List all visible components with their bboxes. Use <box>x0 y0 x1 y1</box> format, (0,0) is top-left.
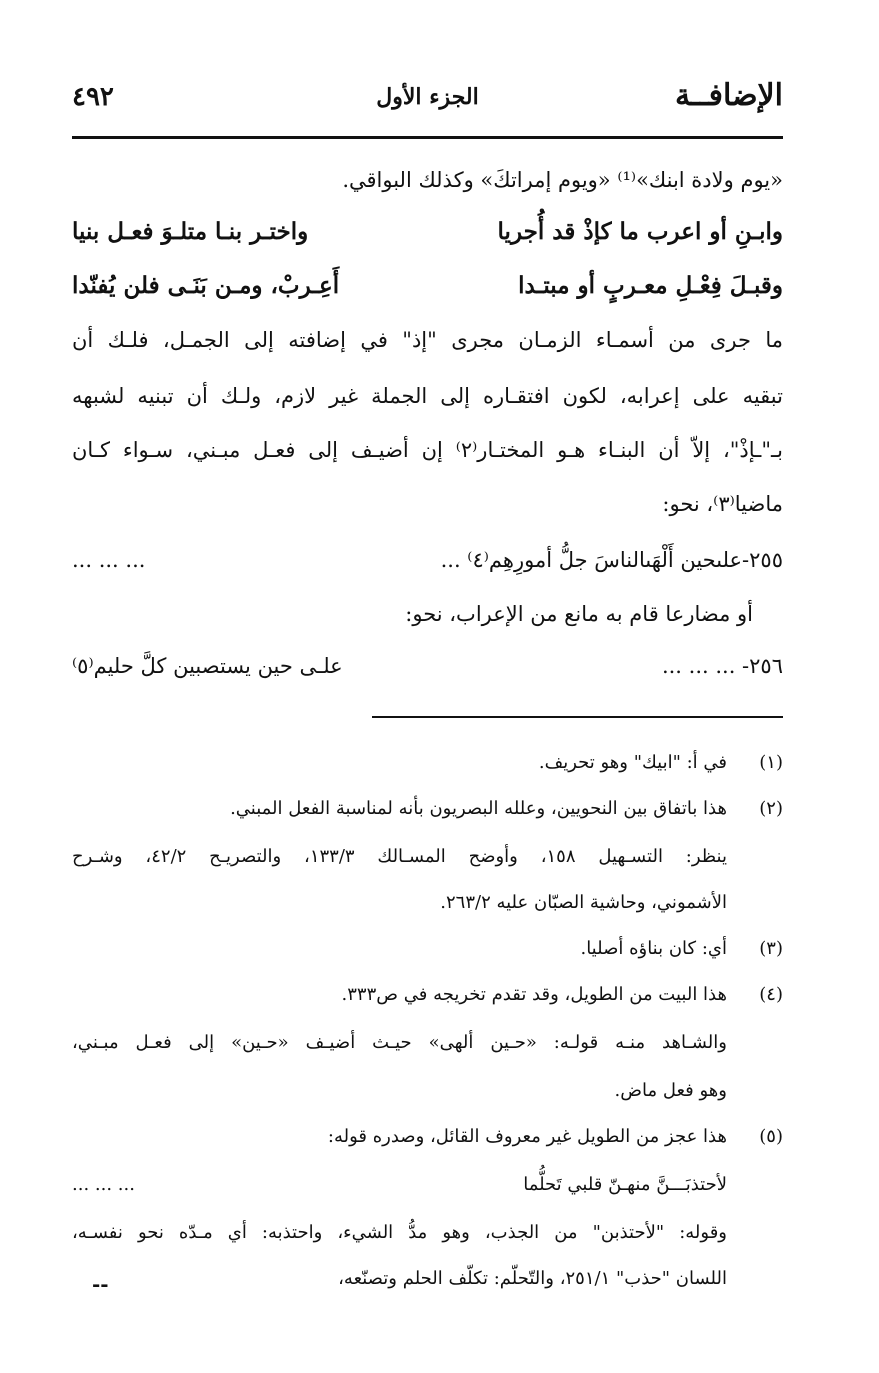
volume-title: الجزء الأول <box>376 84 479 110</box>
footnote-2-line-1: هذا باتفاق بين النحويين، وعلله البصريون بأنه لمناسبة الفعل المبني. <box>230 798 727 819</box>
witness-255-text: ٢٥٥-علىحين أَلْهَىالناسَ جلُّ أمورِهِم⁽٤⁾ ... <box>440 548 783 572</box>
footnote-5-line-2: وقوله: "لأحتذبن" من الجذب، وهو مدُّ الشيء، واحتذبه: أي مـدّه نحو نفسـه، <box>72 1222 727 1243</box>
footnote-1-text: في أ: "ابيك" وهو تحريف. <box>538 752 727 773</box>
page-number: ٤٩٢ <box>72 82 114 112</box>
paragraph-2: أو مضارعا قام به مانع من الإعراب، نحو: <box>405 602 753 626</box>
verse-1-second-hemistich: واختـر بنـا متلـوَ فعـل بنيا <box>72 218 309 245</box>
footnote-2-line-2: ينظر: التسـهيل ١٥٨، وأوضح المسـالك ١٣٣/٣، والتصريـح ٤٢/٢، وشـرح <box>72 846 727 867</box>
page-header <box>72 78 783 124</box>
witness-256-number: ٢٥٦- ... ... ... <box>661 654 783 678</box>
footnote-4-line-3: وهو فعل ماض. <box>614 1080 727 1101</box>
footnote-5-verse-dots: ... ... ... <box>72 1174 135 1195</box>
footnote-3-text: أي: كان بناؤه أصليا. <box>580 938 727 959</box>
footnote-5-line-1: هذا عجز من الطويل غير معروف القائل، وصدره قوله: <box>327 1126 727 1147</box>
footnote-4-line-2: والشـاهد منـه قولـه: «حـين ألهى» حيـث أضيـف «حـين» إلى فعـل مبـني، <box>72 1032 727 1053</box>
footnote-3-number: (٣) <box>759 938 783 959</box>
paragraph-1-line-3: بـ"ـإذْ"، إلاّ أن البنـاء هـو المختـار⁽٢⁾ إن أضيـف إلى فعـل مبـني، سـواء كـان <box>72 438 783 462</box>
footnote-5-line-3: اللسان "حذب" ٢٥١/١، والتّحلّم: تكلّف الحلم وتصنّعه، <box>338 1268 727 1289</box>
footnote-separator <box>372 716 783 718</box>
intro-line: «يوم ولادة ابنك»⁽¹⁾ «ويوم إمراتكَ» وكذلك البواقي. <box>342 168 783 192</box>
paragraph-1-line-1: ما جرى من أسمـاء الزمـان مجرى "إذ" في إضافته إلى الجمـل، فلـك أن <box>72 328 783 352</box>
footnote-4-line-1: هذا البيت من الطويل، وقد تقدم تخريجه في ص٣٣٣. <box>341 984 727 1005</box>
verse-2-second-hemistich: أَعِـربْ، ومـن بَنَـى فلن يُفنّدا <box>72 272 340 299</box>
paragraph-1-line-4: ماضيا⁽٣⁾، نحو: <box>662 492 783 516</box>
footnote-4-number: (٤) <box>759 984 783 1005</box>
verse-1-first-hemistich: وابـنِ أو اعرب ما كإذْ قد أُجريا <box>497 218 783 245</box>
witness-256-text: علـى حين يستصبين كلَّ حليم⁽٥⁾ <box>72 654 343 678</box>
footnote-2-line-3: الأشموني، وحاشية الصبّان عليه ٢٦٣/٢. <box>440 892 727 913</box>
footnote-5-number: (٥) <box>759 1126 783 1147</box>
footnote-5-verse-text: لأحتذبَـــنَّ منهـنّ قلبي تَحلُّما <box>523 1174 727 1195</box>
continuation-mark: -- <box>92 1272 109 1296</box>
footnote-1-number: (١) <box>759 752 783 773</box>
chapter-title: الإضافــة <box>674 78 783 113</box>
verse-2-first-hemistich: وقبـلَ فِعْـلِ معـربٍ أو مبتـدا <box>518 272 783 299</box>
header-rule <box>72 136 783 139</box>
footnote-2-number: (٢) <box>759 798 783 819</box>
witness-255-dots: ... ... ... <box>72 548 146 572</box>
paragraph-1-line-2: تبقيه على إعرابه، لكون افتقـاره إلى الجملة غير لازم، ولـك أن تبنيه لشبهه <box>72 384 783 408</box>
